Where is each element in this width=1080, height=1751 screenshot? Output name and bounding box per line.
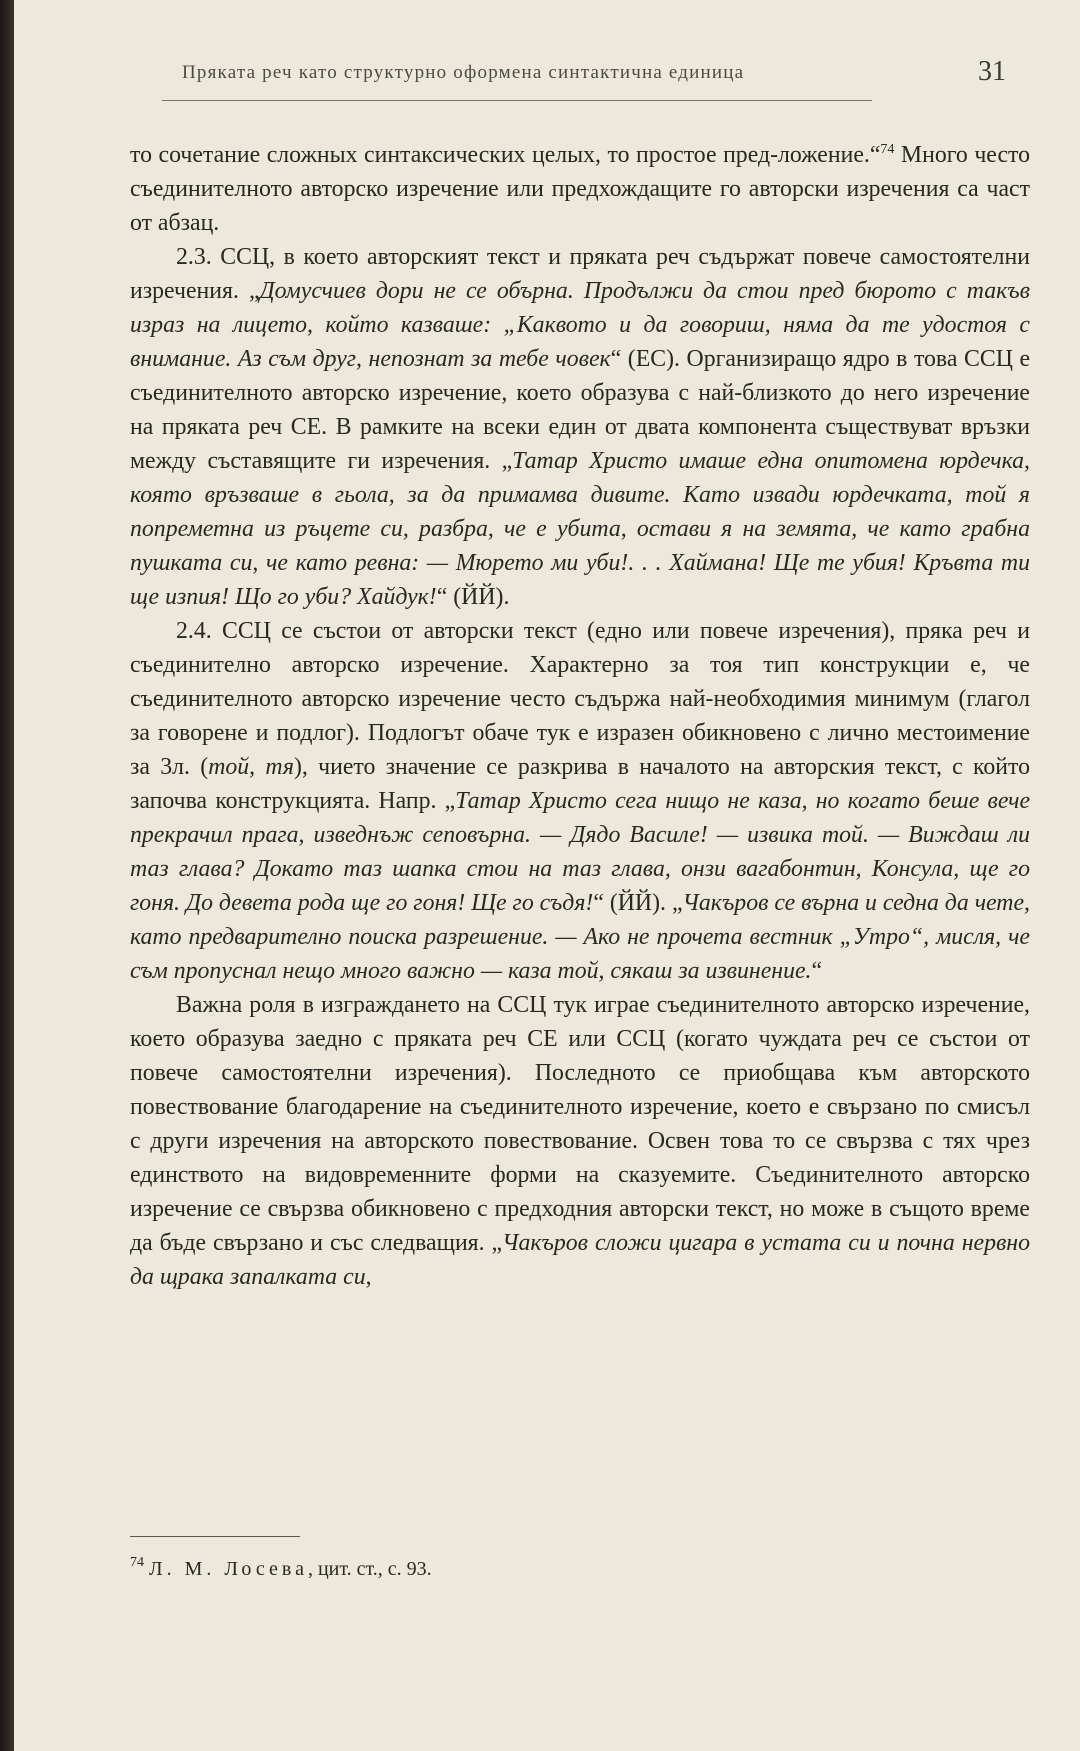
text-run: то сочетание сложных синтаксических целых, то простое пред-ложение.“ — [130, 142, 881, 168]
paragraph — [130, 988, 1030, 1294]
text-run: “ — [811, 958, 823, 984]
footnote — [130, 1555, 1030, 1581]
quoted-example: той, тя — [208, 754, 294, 780]
text-run: “ (ЙЙ). „ — [593, 890, 683, 916]
book-page — [14, 0, 1080, 1751]
running-title: Пряката реч като структурно оформена синтактична единица — [182, 62, 745, 83]
footnote-rule — [130, 1536, 300, 1537]
header-rule — [162, 100, 872, 101]
quoted-example: Чакъров сложи цигара в устата си и почна нервно да щрака запалката си — [130, 1230, 1030, 1290]
body-text — [130, 138, 1030, 1294]
page-number: 31 — [978, 56, 1006, 87]
footnote-author: Л. М. Лосева — [149, 1558, 308, 1580]
text-run: 2.4. ССЦ се състои от авторски текст (едно или повече изречения), пряка реч и съединително авторско изречение. Характерно за тоя тип конструкции е, че съединителното авторско изречение често съдържа най-необходимия минимум (глагол за говорене и подлог). Подлогът обаче тук е изразен обикновено с лично местоимение за 3л. ( — [130, 618, 1030, 780]
text-run: Много често съединителното авторско изречение или предхождащите го авторски изречения са част от абзац. — [130, 142, 1030, 236]
quoted-example: Домусчиев дори не се обърна. Продължи да стои пред бюрото с такъв израз на лицето, който казваше: „Каквото и да говориш, няма да те удостоя с внимание. Аз съм друг, непознат за тебе човек — [130, 278, 1030, 372]
book-spine-shadow — [0, 0, 14, 1751]
text-run: ), чието значение се разкрива в началото на авторския текст, с който започва конструкцията. Напр. „ — [130, 754, 1031, 814]
paragraph — [130, 138, 1030, 240]
paragraph — [130, 240, 1030, 614]
text-run: 2.3. ССЦ, в което авторският текст и пряката реч съдържат повече самостоятелни изречения. „ — [130, 244, 1030, 304]
text-run: “ (ЕС). Организиращо ядро в това ССЦ е съединителното авторско изречение, което образува с най-близкото до него изречение на пряката реч СЕ. В рамките на всеки един от двата компонента съществуват връзки между съставящите ги изречения. „ — [130, 346, 1031, 474]
footnote-text: , цит. ст., с. 93. — [307, 1558, 432, 1580]
paragraph — [130, 614, 1030, 988]
page-header — [164, 56, 1024, 96]
text-run: , — [365, 1264, 372, 1290]
footnote-number: 74 — [130, 1555, 144, 1570]
quoted-example: Татар Христо сега нищо не каза, но когато беше вече прекрачил прага, изведнъж сеповърна. — Дядо Василе! — извика той. — Виждаш ли таз глава? Докато таз шапка стои на таз глава, онзи вагабонтин, Консула, ще го гоня. До девета рода ще го гоня! Ще го съдя! — [130, 788, 1031, 916]
footnote-reference: 74 — [880, 142, 895, 157]
text-run: Важна роля в изграждането на ССЦ тук играе съединителното авторско изречение, което образува заедно с пряката реч СЕ или ССЦ (когато чуждата реч се състои от повече самостоятелни изречения). Последното се приобщава към авторското повествование благодарение на съединителното изречение, което е свързано по смисъл с други изречения на авторското повествование. Освен това то се свързва с тях чрез единството на видовременните форми на сказуемите. Съединителното авторско изречение се свързва обикновено с предходния авторски текст, но може в същото време да бъде свързано и със следващия. „ — [130, 992, 1030, 1256]
text-run: “ (ЙЙ). — [436, 584, 510, 610]
quoted-example: Татар Христо имаше една опитомена юрдечка, която връзваше в гьола, за да примамва дивите. Като извади юрдечката, той я попреметна из ръцете си, разбра, че е убита, остави я на земята, че като грабна пушката си, че като ревна: — Мюрето ми уби!. . . Хаймана! Ще те убия! Кръвта ти ще изпия! Що го уби? Хайдук! — [130, 448, 1030, 610]
quoted-example: Чакъров се върна и седна да чете, като предварително поиска разрешение. — Ако не прочета вестник „Утро“, мисля, че съм пропуснал нещо много важно — каза той, сякаш за извинение. — [130, 890, 1030, 984]
